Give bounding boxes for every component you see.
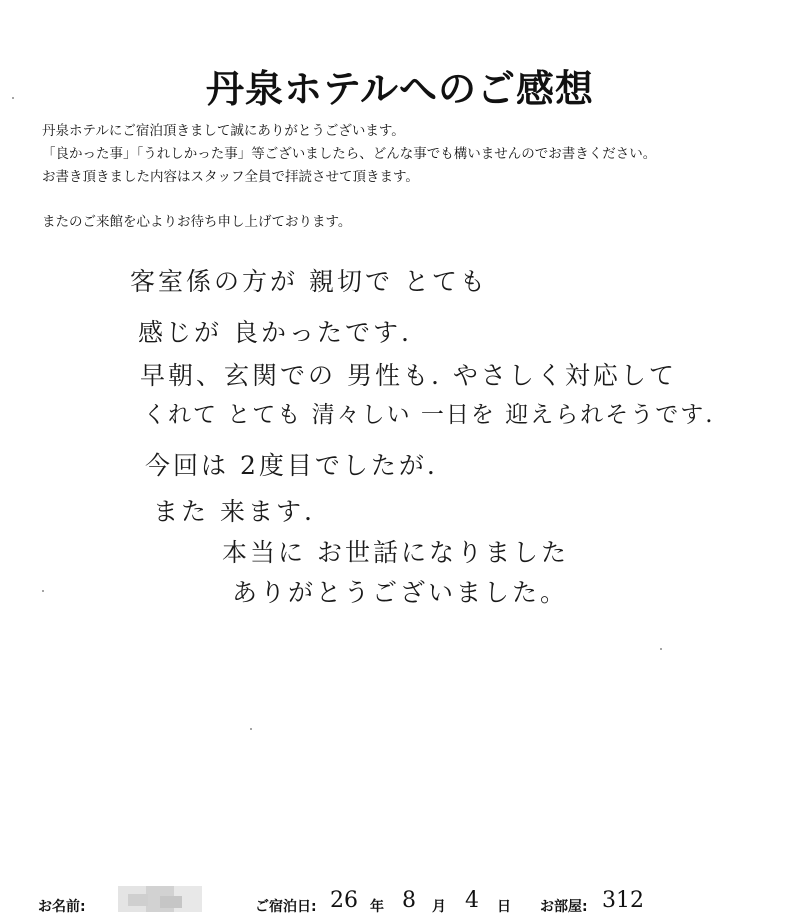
handwritten-line: また 来ます. xyxy=(153,497,315,526)
handwritten-line: 本当に お世話になりました xyxy=(222,538,569,567)
handwritten-line: 早朝、玄関での 男性も. やさしく対応して xyxy=(140,361,677,390)
intro-line: 丹泉ホテルにご宿泊頂きまして誠にありがとうございます。 xyxy=(42,123,405,139)
scan-speck xyxy=(660,648,662,650)
handwritten-line: 今回は 2度目でしたが. xyxy=(145,451,438,480)
scan-speck xyxy=(250,728,252,730)
intro-line: 「良かった事」「うれしかった事」等ございましたら、どんな事でも構いませんのでお書きください。 xyxy=(42,146,657,162)
year-unit: 年 xyxy=(370,899,384,915)
name-label: お名前: xyxy=(38,899,86,915)
handwritten-line: くれて とても 清々しい 一日を 迎えられそうです. xyxy=(143,402,715,428)
handwritten-line: 感じが 良かったです. xyxy=(138,318,412,347)
intro-line: お書き頂きました内容はスタッフ全員で拝読させて頂きます。 xyxy=(42,169,419,185)
stay-month-value: 8 xyxy=(402,888,416,913)
stay-day-value: 4 xyxy=(465,888,479,913)
room-value: 312 xyxy=(602,888,644,913)
intro-line: またのご来館を心よりお待ち申し上げております。 xyxy=(42,214,352,230)
room-label: お部屋: xyxy=(540,899,588,915)
scan-speck xyxy=(42,590,44,592)
stay-year-value: 26 xyxy=(330,888,358,913)
handwritten-line: 客室係の方が 親切で とても xyxy=(130,267,488,296)
form-title: 丹泉ホテルへのご感想 xyxy=(205,67,595,111)
scan-speck xyxy=(12,97,14,99)
handwritten-line: ありがとうございました。 xyxy=(232,578,569,607)
intro-text xyxy=(42,120,782,234)
month-unit: 月 xyxy=(432,899,446,915)
stay-date-label: ご宿泊日: xyxy=(255,899,317,915)
day-unit: 日 xyxy=(497,899,511,915)
footer xyxy=(0,888,800,916)
